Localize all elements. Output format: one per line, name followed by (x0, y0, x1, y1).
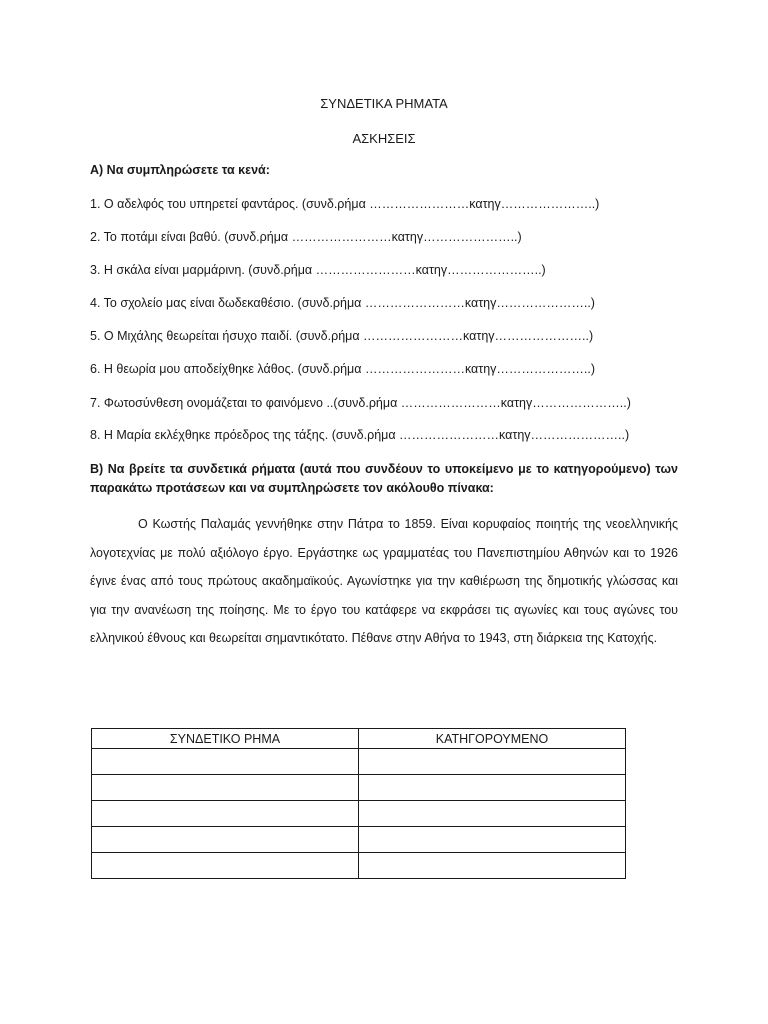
exercise-item-5: 5. Ο Μιχάλης θεωρείται ήσυχο παιδί. (συνδ.ρήμα ……………………κατηγ…………………..) (90, 329, 594, 343)
exercise-item-4: 4. Το σχολείο μας είναι δωδεκαθέσιο. (συνδ.ρήμα ……………………κατηγ…………………..) (90, 296, 595, 310)
exercise-item-7: 7. Φωτοσύνθεση ονομάζεται το φαινόμενο ..(συνδ.ρήμα ……………………κατηγ…………………..) (90, 396, 631, 410)
worksheet-subtitle: ΑΣΚΗΣΕΙΣ (352, 131, 416, 146)
exercise-item-6: 6. Η θεωρία μου αποδείχθηκε λάθος. (συνδ.ρήμα ……………………κατηγ…………………..) (90, 362, 596, 376)
part-b-heading: Β) Να βρείτε τα συνδετικά ρήματα (αυτά που συνδέουν το υποκείμενο με το κατηγορούμενο) των παρακάτω προτάσεων και να συμπληρώσετε τον ακόλουθο πίνακα: (90, 462, 678, 495)
table-cell[interactable] (92, 827, 359, 853)
column-header-linking-verb: ΣΥΝΔΕΤΙΚΟ ΡΗΜΑ (92, 729, 359, 749)
passage-paragraph: Ο Κωστής Παλαμάς γεννήθηκε στην Πάτρα το 1859. Είναι κορυφαίος ποιητής της νεοελληνικής λογοτεχνίας με πολύ αξιόλογο έργο. Εργάστηκε ως γραμματέας του Πανεπιστημίου Αθηνών και το 1926 έγινε ένας από τους πρώτους ακαδημαϊκούς. Αγωνίστηκε για την καθιέρωση της δημοτικής γλώσσας και για την ανανέωση της ποίησης. Με το έργο του κατάφερε να εκφράσει τις αγωνίες και τους αγώνες του ελληνικού έθνους και θεωρείται σημαντικότατο. Πέθανε στην Αθήνα το 1943, στη διάρκεια της Κατοχής. (90, 517, 678, 646)
table-row (92, 853, 626, 879)
table-cell[interactable] (359, 853, 626, 879)
exercise-item-2: 2. Το ποτάμι είναι βαθύ. (συνδ.ρήμα ……………………κατηγ…………………..) (90, 230, 522, 244)
table-cell[interactable] (92, 853, 359, 879)
answer-table (91, 728, 626, 879)
worksheet-title: ΣΥΝΔΕΤΙΚΑ ΡΗΜΑΤΑ (320, 96, 448, 111)
table-row (92, 801, 626, 827)
exercise-item-8: 8. Η Μαρία εκλέχθηκε πρόεδρος της τάξης. (συνδ.ρήμα ……………………κατηγ…………………..) (90, 428, 630, 442)
table-cell[interactable] (359, 749, 626, 775)
part-a-heading: Α) Να συμπληρώσετε τα κενά: (90, 163, 270, 177)
table-row (92, 775, 626, 801)
table-cell[interactable] (359, 775, 626, 801)
table-header-row (92, 729, 626, 749)
table-cell[interactable] (359, 801, 626, 827)
table-row (92, 827, 626, 853)
table-cell[interactable] (359, 827, 626, 853)
exercise-item-1: 1. Ο αδελφός του υπηρετεί φαντάρος. (συνδ.ρήμα ……………………κατηγ…………………..) (90, 197, 600, 211)
exercise-item-3: 3. Η σκάλα είναι μαρμάρινη. (συνδ.ρήμα ……………………κατηγ…………………..) (90, 263, 546, 277)
table-cell[interactable] (92, 801, 359, 827)
table-cell[interactable] (92, 775, 359, 801)
column-header-predicate: ΚΑΤΗΓΟΡΟΥΜΕΝΟ (359, 729, 626, 749)
table-row (92, 749, 626, 775)
table-cell[interactable] (92, 749, 359, 775)
